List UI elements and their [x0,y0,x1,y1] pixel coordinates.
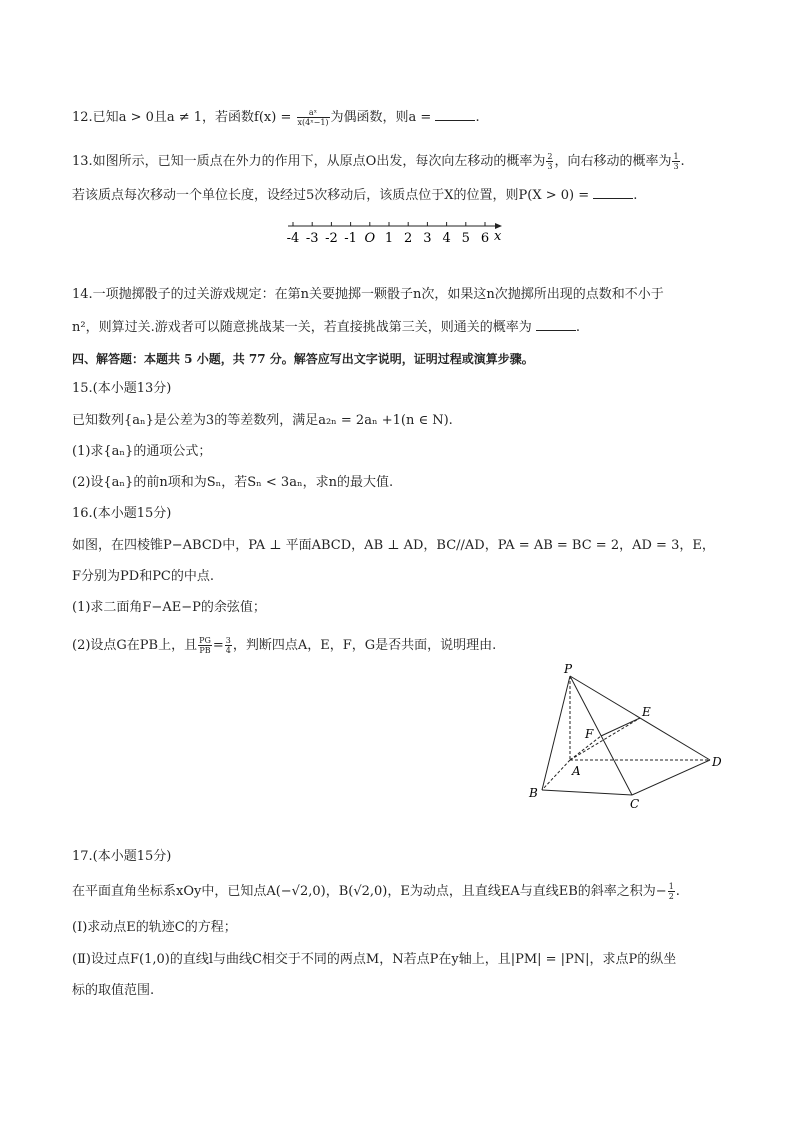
q16-ratio-value [225,636,232,655]
q17-slope-product [668,882,675,901]
q16-ratio-den: PB [199,646,211,655]
q12-cond: a > 0且a ≠ 1，若函数 [118,110,255,125]
number-line-label: -1 [344,231,357,246]
q12-den: x(4ˣ−1) [297,118,329,127]
q13-p-right-den: 3 [673,162,679,171]
number-line-label: O [364,231,376,246]
segment-FE [601,718,640,736]
q13-p-left [546,152,553,171]
q14-line2-text: n²，则算过关.游戏者可以随意挑战某一关，若直接挑战第三关，则通关的概率为 [72,320,532,335]
q12-num: aˣ [297,108,330,118]
number-line-labels [287,231,489,246]
number-line-ticks [293,222,485,226]
q16-stem1: 如图，在四棱锥P−ABCD中，PA ⊥ 平面ABCD，AB ⊥ AD，BC//AD，PA = AB = BC = 2，AD = 3，E， [72,538,715,553]
section4-header: 四、解答题：本题共 5 小题，共 77 分。解答应写出文字说明，证明过程或演算步骤。 [72,352,534,366]
q16-pyramid-figure [520,662,730,812]
q12-line [72,108,732,127]
q13-line1-a: 13.如图所示，已知一质点在外力的作用下，从原点O出发，每次向左移动的概率为 [72,154,546,169]
edge-CD [632,760,710,795]
q17-part2-line2: 标的取值范围. [72,983,155,998]
edge-PB [542,676,570,790]
q17-stem-a: 在平面直角坐标系xOy中，已知点A(−√2,0)，B(√2,0)，E为动点，且直线EA与直线EB的斜率之积为− [72,884,667,899]
q16-stem2: F分别为PD和PC的中点. [72,569,215,584]
q13-line1-c: . [680,154,685,169]
label-D: D [712,755,722,769]
label-A: A [572,764,581,778]
number-line-label: 2 [404,231,413,246]
q16-ratio [198,636,212,655]
q13-line2 [72,186,732,205]
q17-part1: (Ⅰ)求动点E的轨迹C的方程； [72,920,237,935]
segment-AE [570,718,640,760]
number-line-label: -3 [305,231,319,246]
q17-head: 17.(本小题15分) [72,849,172,864]
q17-part2-line1: (Ⅱ)设过点F(1,0)的直线l与曲线C相交于不同的两点M，N若点P在y轴上，且|PM| = |PN|，求点P的纵坐 [72,952,677,967]
q13-p-left-num: 2 [547,152,553,161]
q13-answer-blank[interactable] [593,186,633,199]
q16-p2-a: (2)设点G在PB上，且 [72,638,198,653]
q15-part1: (1)求{aₙ}的通项公式； [72,444,212,459]
label-C: C [630,797,640,811]
q16-p2-c: ，判断四点A，E，F，G是否共面，说明理由. [232,638,497,653]
q16-ratio-value-den: 4 [225,646,231,655]
q13-p-right [672,152,679,171]
number-line-label: -4 [286,231,300,246]
number-line-label: 6 [480,231,490,246]
q12-prefix: 12.已知 [72,110,119,125]
q13-p-right-num: 1 [673,152,679,161]
q16-ratio-num: PG [199,636,211,645]
q16-p2-b: = [212,638,224,653]
number-line-label: 1 [384,231,394,246]
q15-stem: 已知数列{aₙ}是公差为3的等差数列，满足a₂ₙ = 2aₙ +1(n ∈ N). [72,413,453,428]
label-E: E [642,705,651,719]
number-line-label: 3 [423,231,432,246]
q13-line1 [72,152,732,171]
q14-line1-text: 14.一项抛掷骰子的过关游戏规定：在第n关要抛掷一颗骰子n次，如果这n次抛掷所出现的点数和不小于 [72,287,664,302]
q14-line2-end: . [575,320,580,335]
q16-part1: (1)求二面角F−AE−P的余弦值； [72,600,266,615]
q16-head: 16.(本小题15分) [72,506,172,521]
q16-part2 [72,636,732,655]
q12-suffix: 为偶函数，则a = [330,110,432,125]
number-line-label: -2 [325,231,338,246]
label-F: F [585,727,594,741]
number-line-label: 4 [442,231,451,246]
label-P: P [564,662,573,676]
q13-line2-end: . [633,188,638,203]
number-line-var: x [494,229,502,244]
q13-line1-b: ，向右移动的概率为 [554,154,672,169]
q12-end: . [475,110,480,125]
q17-stem [72,882,732,901]
q15-part2: (2)设{aₙ}的前n项和为Sₙ，若Sₙ < 3aₙ，求n的最大值. [72,475,394,490]
q12-fraction [297,108,330,127]
q16-ratio-value-num: 3 [225,636,231,645]
q13-line2-text: 若该质点每次移动一个单位长度，设经过5次移动后，该质点位于X的位置，则P(X > 0) = [72,188,590,203]
number-line-label: 5 [461,231,470,246]
edge-AB [542,760,570,790]
label-B: B [529,786,538,800]
q13-number-line [280,218,510,252]
q14-line1 [72,286,732,304]
edge-BC [542,790,632,795]
q12-fx: f(x) = [254,110,292,125]
q12-answer-blank[interactable] [435,108,475,121]
q17-stem-b: . [675,884,680,899]
q17-slope-den: 2 [668,892,674,901]
q17-slope-num: 1 [668,882,674,891]
q14-answer-blank[interactable] [536,318,576,331]
q13-p-left-den: 3 [547,162,553,171]
q15-head: 15.(本小题13分) [72,381,172,396]
q14-line2 [72,318,732,337]
